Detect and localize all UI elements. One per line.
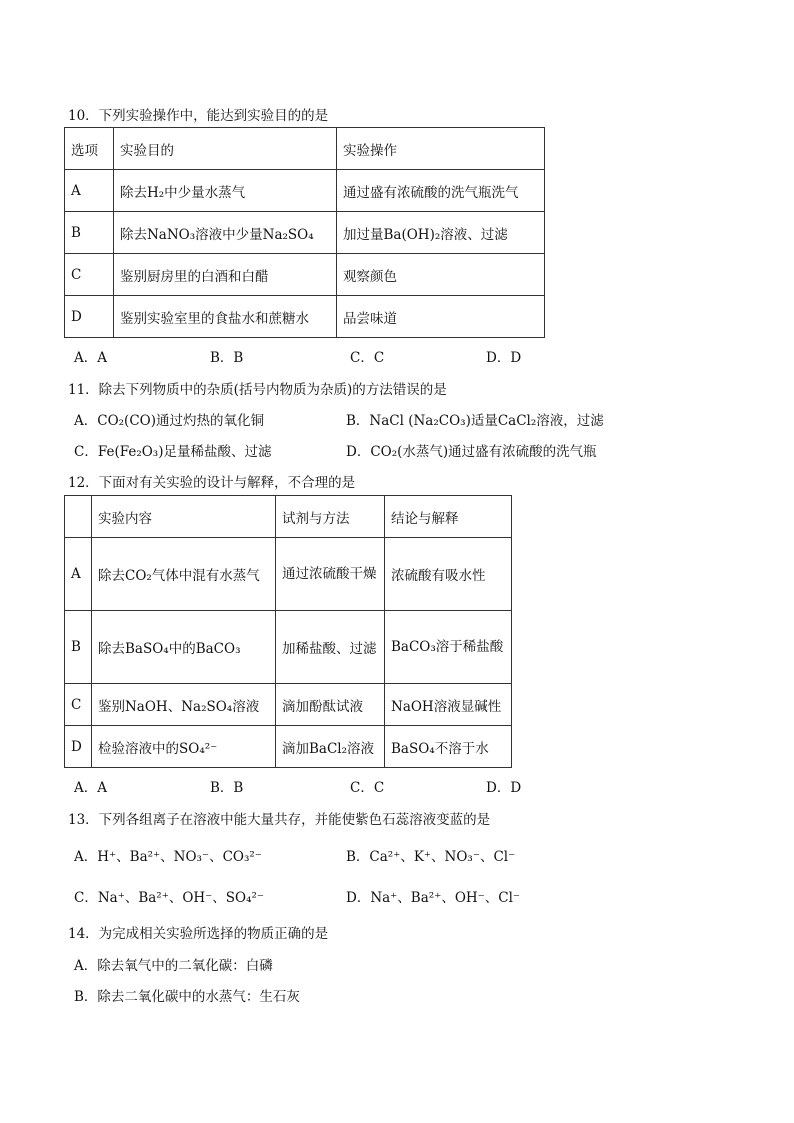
- q12-title: 12．下面对有关实验的设计与解释，不合理的是: [68, 475, 356, 491]
- table-row: [65, 170, 545, 212]
- table-cell: A: [65, 538, 92, 611]
- table-row: [65, 254, 545, 296]
- table-header-cell: 实验内容: [92, 496, 276, 538]
- q10-title: 10．下列实验操作中，能达到实验目的的是: [68, 108, 329, 124]
- option-d[interactable]: D．Na⁺、Ba²⁺、OH⁻、Cl⁻: [346, 890, 521, 906]
- option-c[interactable]: C．Fe(Fe₂O₃)足量稀盐酸、过滤: [74, 444, 272, 460]
- option-a[interactable]: A．A: [74, 780, 107, 796]
- q14-title: 14．为完成相关实验所选择的物质正确的是: [68, 926, 329, 942]
- table-header-row: [65, 128, 545, 170]
- table-cell: 鉴别实验室里的食盐水和蔗糖水: [114, 296, 337, 338]
- table-row: [65, 684, 512, 726]
- table-cell: 滴加BaCl₂溶液: [276, 726, 385, 768]
- table-cell: 加过量Ba(OH)₂溶液、过滤: [337, 212, 545, 254]
- option-a[interactable]: A．CO₂(CO)通过灼热的氧化铜: [74, 413, 264, 429]
- table-cell: 检验溶液中的SO₄²⁻: [92, 726, 276, 768]
- table-cell: NaOH溶液显碱性: [385, 684, 512, 726]
- table-row: [65, 726, 512, 768]
- table-cell: A: [65, 170, 114, 212]
- option-d[interactable]: D．CO₂(水蒸气)通过盛有浓硫酸的洗气瓶: [346, 444, 597, 460]
- table-cell: B: [65, 212, 114, 254]
- table-row: [65, 212, 545, 254]
- table-cell: 除去BaSO₄中的BaCO₃: [92, 611, 276, 684]
- table-cell: 鉴别NaOH、Na₂SO₄溶液: [92, 684, 276, 726]
- table-cell: 观察颜色: [337, 254, 545, 296]
- table-header-cell: 实验目的: [114, 128, 337, 170]
- table-row: [65, 296, 545, 338]
- option-b[interactable]: B．B: [210, 350, 244, 366]
- table-cell: C: [65, 254, 114, 296]
- option-c[interactable]: C．C: [350, 780, 385, 796]
- table-cell: 鉴别厨房里的白酒和白醋: [114, 254, 337, 296]
- option-b[interactable]: B．B: [210, 780, 244, 796]
- table-cell: 除去NaNO₃溶液中少量Na₂SO₄: [114, 212, 337, 254]
- option-d[interactable]: D．D: [486, 780, 522, 796]
- table-cell: C: [65, 684, 92, 726]
- table-cell: 除去H₂中少量水蒸气: [114, 170, 337, 212]
- table-cell: BaSO₄不溶于水: [385, 726, 512, 768]
- option-b[interactable]: B．除去二氧化碳中的水蒸气：生石灰: [74, 989, 300, 1005]
- table-cell: 除去CO₂气体中混有水蒸气: [92, 538, 276, 611]
- table-row: [65, 538, 512, 611]
- table-header-row: [65, 496, 512, 538]
- q11-title: 11．除去下列物质中的杂质(括号内物质为杂质)的方法错误的是: [68, 382, 447, 398]
- table-header-cell: 选项: [65, 128, 114, 170]
- table-cell: D: [65, 296, 114, 338]
- q10-table: [64, 127, 545, 338]
- option-a[interactable]: A．除去氧气中的二氧化碳：白磷: [74, 958, 273, 974]
- option-a[interactable]: A．A: [74, 350, 107, 366]
- table-row: [65, 611, 512, 684]
- table-cell: B: [65, 611, 92, 684]
- table-cell: 通过盛有浓硫酸的洗气瓶洗气: [337, 170, 545, 212]
- q13-title: 13．下列各组离子在溶液中能大量共存，并能使紫色石蕊溶液变蓝的是: [68, 812, 491, 828]
- option-b[interactable]: B．NaCl (Na₂CO₃)适量CaCl₂溶液，过滤: [346, 413, 604, 429]
- option-b[interactable]: B．Ca²⁺、K⁺、NO₃⁻、Cl⁻: [346, 849, 516, 865]
- table-cell: BaCO₃溶于稀盐酸: [385, 611, 512, 684]
- option-c[interactable]: C．C: [350, 350, 385, 366]
- option-d[interactable]: D．D: [486, 350, 522, 366]
- table-cell: 浓硫酸有吸水性: [385, 538, 512, 611]
- table-cell: D: [65, 726, 92, 768]
- q12-table: [64, 495, 512, 768]
- table-cell: 品尝味道: [337, 296, 545, 338]
- table-header-cell: 试剂与方法: [276, 496, 385, 538]
- option-a[interactable]: A．H⁺、Ba²⁺、NO₃⁻、CO₃²⁻: [74, 849, 262, 865]
- table-header-cell: [65, 496, 92, 538]
- table-cell: 滴加酚酞试液: [276, 684, 385, 726]
- table-header-cell: 结论与解释: [385, 496, 512, 538]
- table-cell: 加稀盐酸、过滤: [276, 611, 385, 684]
- table-header-cell: 实验操作: [337, 128, 545, 170]
- option-c[interactable]: C．Na⁺、Ba²⁺、OH⁻、SO₄²⁻: [74, 890, 265, 906]
- table-cell: 通过浓硫酸干燥: [276, 538, 385, 611]
